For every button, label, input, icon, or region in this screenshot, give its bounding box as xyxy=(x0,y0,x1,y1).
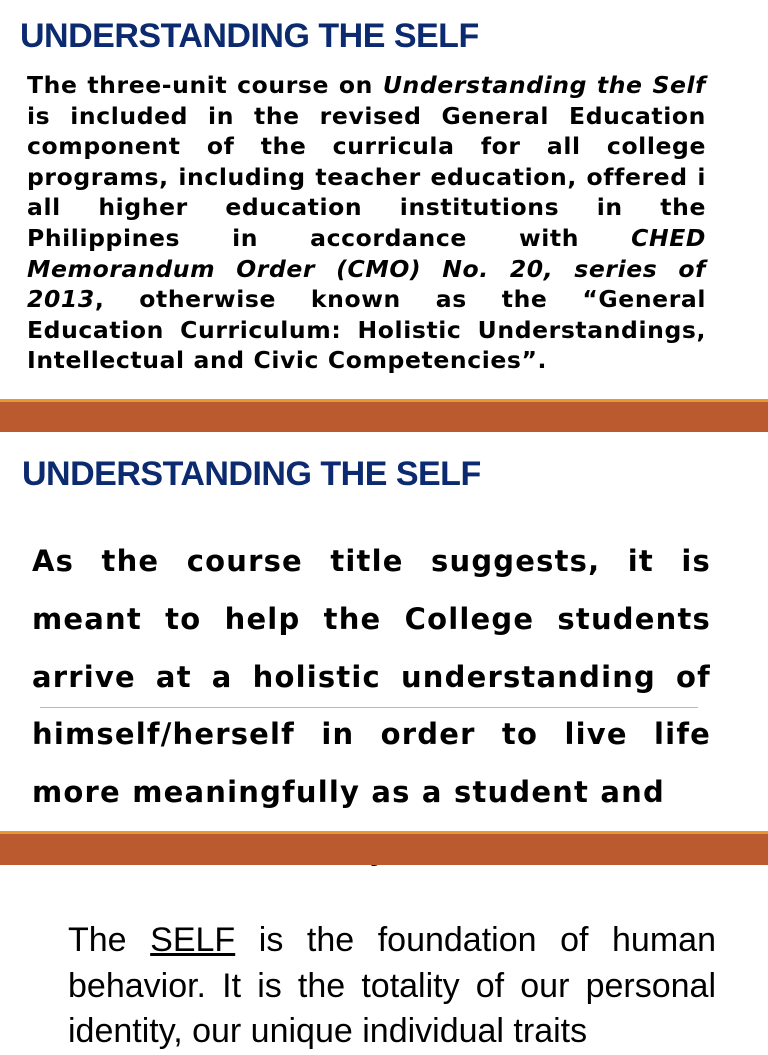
paragraph-text: , otherwise known as the “General Education Curriculum: Holistic Understandings, Intellectual and Civic Competencies”. xyxy=(27,285,706,375)
paragraph-text: The three-unit course on xyxy=(27,71,383,99)
self-definition-paragraph xyxy=(68,918,716,1055)
slide-title: UNDERSTANDING THE SELF xyxy=(22,455,481,493)
slide-divider-band xyxy=(0,402,768,432)
course-description-paragraph xyxy=(27,70,706,376)
paragraph-text: As the course title suggests, it is meant to help the College students arrive at a holistic understanding of himself/herself in order to live life more meaningfully as a student and xyxy=(32,544,711,810)
self-keyword: SELF xyxy=(150,921,236,959)
paragraph-text: is the foundation of human behavior. It is the totality of our personal identity, our unique individual traits xyxy=(68,921,716,1050)
course-name: Understanding the Self xyxy=(382,71,706,99)
slide-divider-band xyxy=(0,834,768,865)
slide-title: UNDERSTANDING THE SELF xyxy=(20,17,479,55)
paragraph-text: is included in the revised General Education component of the curricula for all college programs, including teacher education, offered i all higher education institutions in the Philippines in accordance with xyxy=(27,101,706,252)
horizontal-rule xyxy=(40,707,698,708)
memo-reference: CHED Memorandum Order (CMO) No. 20, series of 2013 xyxy=(27,223,706,314)
paragraph-text: The xyxy=(68,921,151,959)
